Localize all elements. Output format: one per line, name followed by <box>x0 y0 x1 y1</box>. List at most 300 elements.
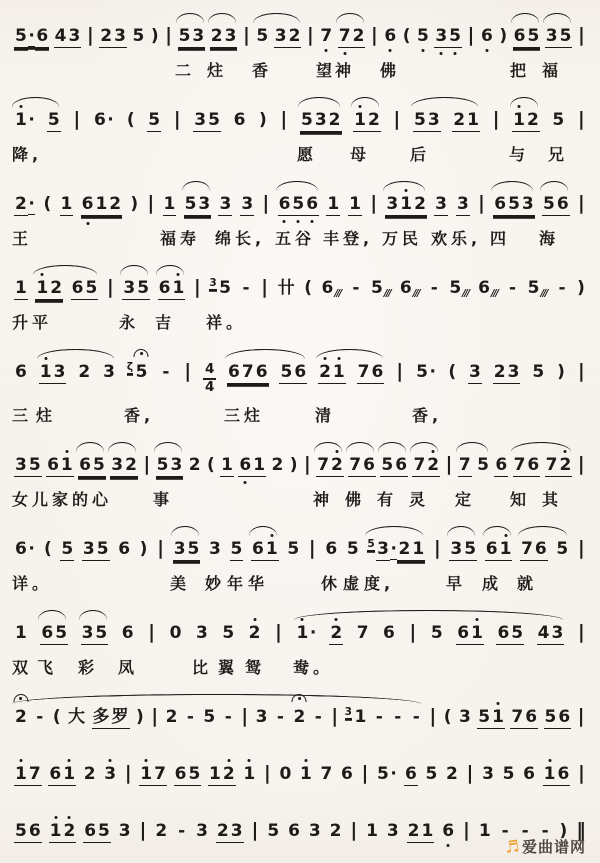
slur-arc <box>518 526 567 536</box>
note-digit: 1 <box>354 110 366 130</box>
note-cell <box>49 821 77 843</box>
note-digit: 5 <box>502 763 515 784</box>
note-digit: 5 <box>208 110 220 130</box>
note-cell <box>492 109 501 129</box>
note-cell <box>545 26 573 48</box>
tremolo-icon: /// <box>462 288 469 299</box>
note-digit: 2 <box>14 707 28 727</box>
note-digit: 1 <box>60 454 73 475</box>
tremolo-icon: /// <box>334 288 341 299</box>
note-digit: 3 <box>435 26 448 46</box>
note-digit: 6 <box>121 622 134 643</box>
notes-row <box>14 25 586 48</box>
note-digit: 7 <box>357 362 370 382</box>
note-digit: 3 <box>482 763 494 784</box>
note-digit: 1 <box>299 763 312 784</box>
note-digit: 3 <box>111 454 124 475</box>
duration-dot: · <box>309 622 317 643</box>
barline: | <box>370 192 378 214</box>
note-digit: 3 <box>507 362 520 382</box>
parenthesis: ) <box>135 706 144 727</box>
slur-arc <box>483 526 511 536</box>
lyric: 万民 <box>382 229 423 248</box>
note-cell <box>83 821 111 843</box>
note-cell <box>260 277 269 297</box>
barline: | <box>429 704 437 727</box>
note-cell <box>238 455 266 477</box>
barline: | <box>139 818 147 841</box>
note-cell <box>258 110 268 130</box>
slur-arc <box>510 97 538 107</box>
note-cell <box>303 454 312 474</box>
barline: | <box>251 818 259 841</box>
note-digit: 6 <box>239 454 252 475</box>
barline: | <box>165 24 173 46</box>
note-digit: 5 <box>477 454 489 475</box>
note-cell <box>456 623 484 645</box>
note-cell <box>72 109 81 129</box>
lyric: 比 <box>192 657 213 677</box>
note-digit: 2 <box>222 763 235 784</box>
slur-arc <box>314 442 342 452</box>
note-cell <box>346 539 360 559</box>
lyric: 香, <box>124 405 155 425</box>
note-digit: 5 <box>430 622 443 643</box>
note-cell <box>135 707 145 727</box>
tremolo-icon: /// <box>412 288 420 299</box>
note-digit: 1 <box>140 763 153 784</box>
parenthesis: ( <box>304 278 312 298</box>
note-digit: 1 <box>412 538 425 559</box>
slur-arc <box>456 442 488 452</box>
note-cell <box>274 26 302 48</box>
note-cell <box>316 455 344 477</box>
barline: | <box>124 761 132 784</box>
note-digit: 3 <box>386 194 399 214</box>
note-digit: 1 <box>172 278 185 298</box>
note-digit: 2 <box>559 454 572 475</box>
note-cell <box>86 25 95 45</box>
note-cell <box>577 193 586 213</box>
barline: | <box>241 704 249 727</box>
barline: | <box>577 360 585 382</box>
note-cell <box>485 539 513 561</box>
barline: | <box>148 620 156 643</box>
note-cell <box>447 362 457 382</box>
slur-arc <box>411 97 478 107</box>
note-cell <box>329 623 343 645</box>
note-cell <box>274 622 283 642</box>
dash: - <box>521 820 529 841</box>
notation-line <box>12 94 588 141</box>
parenthesis: ( <box>402 26 411 46</box>
dash: - <box>352 278 360 298</box>
lyric: 早 <box>446 573 467 593</box>
note-digit: 5 <box>413 110 426 130</box>
note-cell <box>477 193 486 213</box>
lyric: 飞 <box>37 657 58 677</box>
note-cell <box>117 539 131 559</box>
note-digit: 2 <box>330 622 343 643</box>
note-digit: 1 <box>15 622 27 643</box>
note-cell <box>306 25 315 45</box>
note-cell <box>251 539 279 561</box>
dash: - <box>430 278 438 298</box>
note-digit: 1 <box>39 362 52 382</box>
duration-dot: · <box>390 763 397 784</box>
barline: | <box>173 108 181 130</box>
note-cell <box>425 764 439 784</box>
note-cell <box>47 110 61 132</box>
barline: | <box>157 536 165 559</box>
note-cell <box>14 539 35 559</box>
barline: | <box>350 818 358 841</box>
note-digit: 7 <box>513 454 526 475</box>
slur-arc <box>154 442 182 452</box>
notation-line <box>12 691 588 738</box>
note-cell <box>67 707 86 727</box>
note-cell <box>164 25 173 45</box>
note-digit: 6 <box>71 278 84 298</box>
note-digit: 2 <box>453 110 466 130</box>
slur-arc <box>511 13 539 23</box>
note-cell <box>321 278 342 298</box>
barline: | <box>86 24 94 46</box>
barline: | <box>577 620 585 643</box>
note-cell <box>430 623 444 643</box>
note-digit: 5 <box>346 538 359 559</box>
notes-row <box>14 538 586 561</box>
lyric: 翼 <box>218 657 239 677</box>
parenthesis: ) <box>259 110 267 130</box>
note-digit: 7 <box>320 763 333 784</box>
barline: | <box>463 818 470 841</box>
barline: | <box>577 24 585 46</box>
note-cell <box>576 278 586 298</box>
note-digit: 2 <box>526 110 539 130</box>
parenthesis: ) <box>150 26 159 46</box>
note-cell <box>402 26 412 46</box>
note-digit: 4 <box>537 622 550 643</box>
note-cell <box>577 454 586 474</box>
note-digit: 5 <box>416 362 428 382</box>
lyric: 欢乐, <box>431 229 482 248</box>
lyric: 其 <box>542 489 563 509</box>
note-digit: 5 <box>256 26 269 46</box>
lyric: 祥。 <box>206 313 247 332</box>
note-digit: 5 <box>527 278 540 298</box>
note-digit: 3 <box>458 706 471 727</box>
notation-line <box>12 607 588 654</box>
note-cell <box>462 820 471 840</box>
note-cell <box>356 623 370 643</box>
lyric: 丰登, <box>323 229 374 248</box>
note-cell <box>110 455 138 477</box>
note-digit: 1 <box>36 278 49 298</box>
note-digit: 6 <box>383 622 395 643</box>
barline: | <box>308 536 316 559</box>
tremolo-icon: /// <box>491 288 498 299</box>
note-digit: 3 <box>118 820 131 841</box>
note-cell <box>369 193 378 213</box>
lyric: 望 <box>316 61 337 80</box>
note-digit: 5 <box>542 194 555 214</box>
time-signature-part: 4 <box>204 361 215 377</box>
note-cell <box>404 764 418 786</box>
note-digit: 5 <box>188 763 201 784</box>
note-digit: 6 <box>294 362 307 382</box>
note-cell <box>527 278 548 298</box>
notation-line <box>12 523 588 570</box>
note-cell <box>318 362 346 384</box>
note-cell <box>14 110 35 130</box>
note-cell <box>577 622 586 642</box>
note-cell <box>324 539 338 559</box>
note-digit: 5 <box>28 454 41 475</box>
note-digit: 2 <box>328 110 341 130</box>
text-char: 大 <box>68 706 86 727</box>
note-digit: 6 <box>557 763 570 784</box>
parenthesis: ( <box>448 362 457 382</box>
lyric: 与 <box>509 145 530 164</box>
note-cell <box>193 277 202 297</box>
note-cell <box>208 764 236 786</box>
note-digit: 3 <box>469 362 481 382</box>
note-cell <box>543 764 571 786</box>
note-cell <box>210 26 238 48</box>
note-digit: 6 <box>527 454 540 475</box>
note-cell <box>14 194 35 216</box>
lyrics-line <box>12 487 588 511</box>
note-digit: 3 <box>170 454 183 475</box>
note-cell <box>502 764 516 784</box>
note-cell <box>227 362 269 384</box>
note-digit: 5 <box>135 362 149 382</box>
slur-arc <box>378 442 406 452</box>
note-digit: 1 <box>499 538 512 559</box>
lyric: 佛 <box>345 489 366 509</box>
note-cell <box>218 194 254 216</box>
note-cell <box>522 764 536 784</box>
note-cell <box>278 194 320 216</box>
note-cell <box>556 278 569 298</box>
note-cell <box>122 278 150 300</box>
note-digit: 5 <box>98 820 110 841</box>
note-cell <box>386 821 400 841</box>
lyric: 鸳 <box>245 657 266 677</box>
dash: - <box>178 820 186 841</box>
note-digit: 1 <box>243 763 256 784</box>
barline: | <box>478 192 485 214</box>
note-cell <box>434 194 470 216</box>
slur-arc <box>76 442 104 452</box>
note-digit: 3 <box>551 622 564 643</box>
slur-arc <box>346 442 374 452</box>
duration-dot: · <box>28 26 35 46</box>
note-digit: 2 <box>188 454 201 475</box>
note-cell <box>81 623 109 645</box>
notation-line <box>12 178 588 225</box>
note-digit: 1 <box>163 194 176 214</box>
note-cell <box>367 539 425 561</box>
note-digit: 7 <box>349 454 362 475</box>
note-cell <box>54 26 82 48</box>
slur-arc <box>383 181 425 191</box>
duration-dot: · <box>28 538 35 559</box>
note-digit: 7 <box>28 763 41 784</box>
note-cell <box>340 764 354 784</box>
note-cell <box>555 539 569 559</box>
note-digit: 6 <box>28 820 41 841</box>
note-cell <box>370 25 379 45</box>
note-cell <box>480 26 494 46</box>
barline: | <box>242 24 250 46</box>
text-char: 多 <box>92 706 110 727</box>
note-cell <box>92 707 130 729</box>
note-digit: 1 <box>95 194 108 214</box>
note-cell <box>250 820 259 840</box>
note-cell <box>147 110 161 132</box>
note-digit: 1 <box>15 110 27 130</box>
text-char: 卄 <box>277 278 295 298</box>
note-cell <box>410 707 423 727</box>
barline: | <box>262 192 270 214</box>
note-digit: 2 <box>63 820 76 841</box>
note-digit: 6 <box>363 454 375 475</box>
note-digit: 6 <box>79 454 91 475</box>
parenthesis: ) <box>499 26 508 46</box>
note-digit: 5 <box>222 622 235 643</box>
note-digit: 3 <box>386 820 399 841</box>
note-cell <box>270 455 284 475</box>
lyrics-line <box>12 403 588 427</box>
note-digit: 0 <box>279 763 292 784</box>
lyric: 王 <box>12 229 33 248</box>
watermark <box>505 836 586 857</box>
music-system-11 <box>12 805 588 852</box>
slur-arc <box>208 13 236 23</box>
note-digit: 1 <box>221 454 233 475</box>
note-digit: 5 <box>300 110 313 130</box>
note-digit: 3 <box>435 194 447 214</box>
note-cell <box>174 764 202 786</box>
slur-arc <box>120 265 148 275</box>
slur-arc <box>108 442 136 452</box>
note-digit: 3 <box>377 538 390 559</box>
note-digit: 2 <box>50 278 63 298</box>
note-digit: 6 <box>395 454 408 475</box>
note-digit: 5 <box>508 194 520 214</box>
lyric: 美 <box>170 573 191 593</box>
music-system-10 <box>12 748 588 795</box>
note-digit: 5 <box>93 454 105 475</box>
notation-line <box>12 805 588 852</box>
note-digit: 5 <box>184 194 197 214</box>
slur-arc <box>225 349 305 359</box>
lyric: 绵长, <box>215 229 266 248</box>
note-digit: 2 <box>319 362 331 382</box>
note-cell <box>408 622 417 642</box>
lyric: 兄 <box>548 145 569 164</box>
note-cell <box>230 539 244 561</box>
lyrics-line <box>12 571 588 595</box>
note-cell <box>14 278 28 300</box>
dash: - <box>276 706 284 727</box>
note-cell <box>392 109 401 129</box>
notation-line <box>12 748 588 795</box>
note-digit: 3 <box>196 820 208 841</box>
lyric: 双 <box>12 657 33 677</box>
note-cell <box>142 454 151 474</box>
notes-row <box>14 193 586 216</box>
lyric: 神 <box>335 61 356 80</box>
note-digit: 5 <box>532 362 545 382</box>
lyrics-line <box>12 226 588 250</box>
note-cell <box>209 278 232 298</box>
lyric: 把 <box>510 61 531 80</box>
note-cell <box>349 278 362 298</box>
note-cell <box>319 764 333 784</box>
slur-arc <box>12 694 421 704</box>
note-digit: 6 <box>371 362 384 382</box>
note-digit: 1 <box>265 538 278 559</box>
note-cell <box>498 26 508 46</box>
note-cell <box>14 764 42 786</box>
lyric: 五谷 <box>275 229 316 248</box>
note-digit: 6 <box>251 538 264 559</box>
note-cell <box>289 455 299 475</box>
note-digit: 3 <box>224 26 237 46</box>
music-system-5 <box>12 346 588 427</box>
music-system-3 <box>12 178 588 250</box>
note-cell <box>330 706 339 726</box>
note-cell <box>163 194 177 216</box>
note-cell <box>39 362 67 384</box>
note-cell <box>48 764 76 786</box>
slur-arc <box>365 526 423 536</box>
dash: - <box>501 820 509 841</box>
note-digit: 6 <box>558 706 571 727</box>
note-cell <box>349 820 358 840</box>
lyric: 佛 <box>380 61 401 80</box>
dash: - <box>36 706 44 727</box>
slur-arc <box>156 265 184 275</box>
note-digit: 6 <box>497 622 510 643</box>
note-cell <box>312 707 325 727</box>
note-cell <box>60 539 74 561</box>
note-digit: 7 <box>511 706 524 727</box>
lyric: 香, <box>412 405 443 425</box>
barline: | <box>577 108 585 130</box>
barline: | <box>184 360 192 382</box>
note-cell <box>233 110 247 130</box>
note-digit: 5 <box>178 26 191 46</box>
note-digit: 1 <box>400 194 413 214</box>
note-cell <box>222 707 235 727</box>
note-digit: 2 <box>493 362 506 382</box>
note-cell <box>448 278 469 298</box>
note-digit: 6 <box>47 454 59 475</box>
dash: - <box>186 706 194 727</box>
note-cell <box>150 26 160 46</box>
lyric: 度, <box>364 573 395 593</box>
note-digit: 5 <box>370 278 383 298</box>
note-digit: 6 <box>325 538 338 559</box>
note-cell <box>385 194 427 216</box>
note-digit: 6 <box>457 622 470 643</box>
note-cell <box>348 455 376 477</box>
note-digit: 6 <box>49 763 62 784</box>
